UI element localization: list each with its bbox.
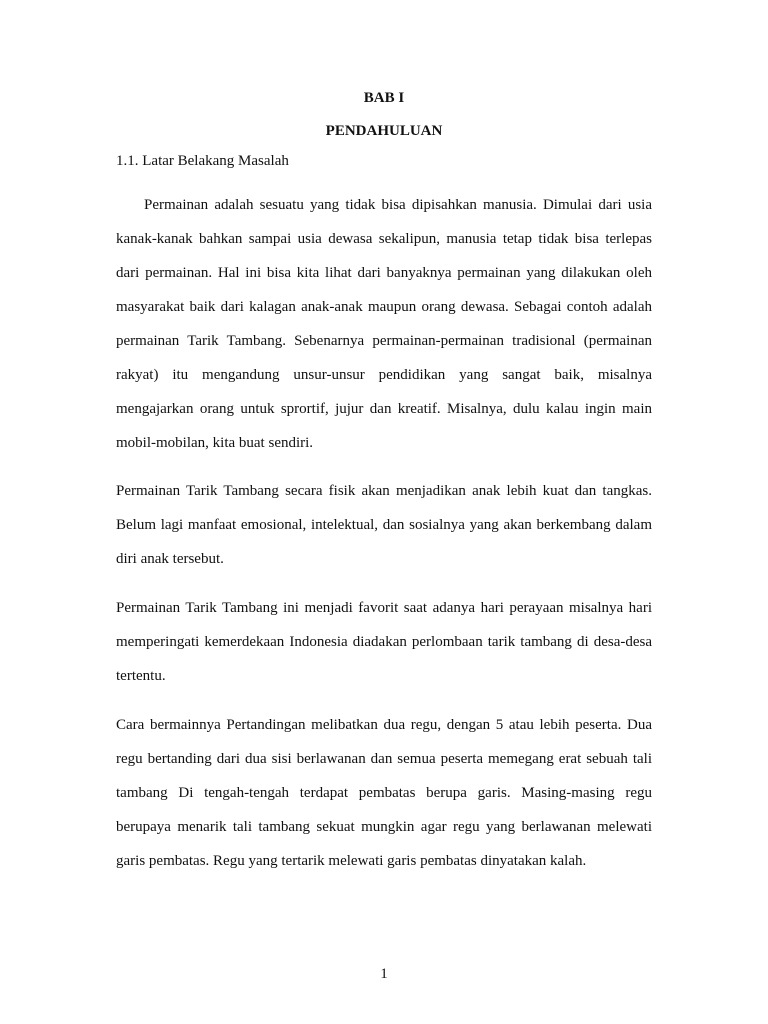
paragraph-benefits: Permainan Tarik Tambang secara fisik akan menjadikan anak lebih kuat dan tangkas. Belum lagi manfaat emosional, intelektual, dan sosialnya yang akan berkembang dalam diri anak tersebut. bbox=[116, 483, 652, 567]
section-heading: 1.1. Latar Belakang Masalah bbox=[116, 153, 289, 169]
chapter-number: BAB I bbox=[363, 90, 405, 106]
page-number: 1 bbox=[380, 966, 388, 982]
chapter-title: PENDAHULUAN bbox=[325, 123, 443, 139]
paragraph-popularity: Permainan Tarik Tambang ini menjadi favorit saat adanya hari perayaan misalnya hari memperingati kemerdekaan Indonesia diadakan perlombaan tarik tambang di desa-desa tertentu. bbox=[116, 600, 652, 684]
paragraph-rules: Cara bermainnya Pertandingan melibatkan dua regu, dengan 5 atau lebih peserta. Dua regu bertanding dari dua sisi berlawanan dan semua peserta memegang erat sebuah tali tambang Di tengah-tengah terdapat pembatas berupa garis. Masing-masing regu berupaya menarik tali tambang sekuat mungkin agar regu yang berlawanan melewati garis pembatas. Regu yang tertarik melewati garis pembatas dinyatakan kalah. bbox=[116, 717, 652, 869]
paragraph-intro: Permainan adalah sesuatu yang tidak bisa dipisahkan manusia. Dimulai dari usia kanak-kanak bahkan sampai usia dewasa sekalipun, manusia tetap tidak bisa terlepas dari permainan. Hal ini bisa kita lihat dari banyaknya permainan yang dilakukan oleh masyarakat baik dari kalagan anak-anak maupun orang dewasa. Sebagai contoh adalah permainan Tarik Tambang. Sebenarnya permainan-permainan tradisional (permainan rakyat) itu mengandung unsur-unsur pendidikan yang sangat baik, misalnya mengajarkan orang untuk sprortif, jujur dan kreatif. Misalnya, dulu kalau ingin main mobil-mobilan, kita buat sendiri. bbox=[116, 197, 652, 451]
